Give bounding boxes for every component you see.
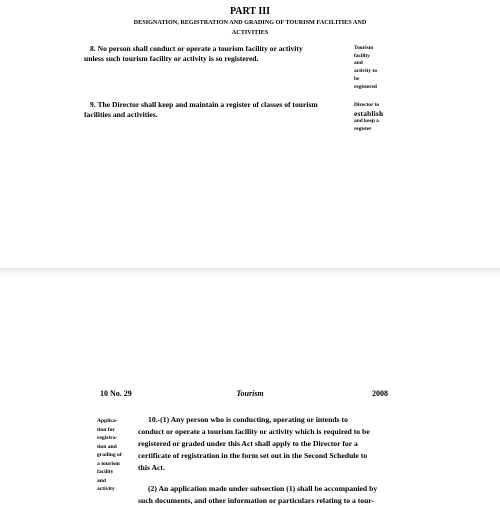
act-title-header: Tourism [236,389,264,398]
margin-note-section-8 [354,45,377,91]
margin-note-line: and [354,60,363,67]
margin-note-line: and [97,477,107,484]
section-10-line: 10.-(1) Any person who is conducting, operating or intends to [148,415,348,424]
section-10-line: registered or graded under this Act shall apply to the Director for a [138,439,358,448]
part-heading-line: DESIGNATION, REGISTRATION AND GRADING OF TOURISM FACILITIES AND [133,19,367,26]
margin-note-line: registra- [97,435,118,441]
subsection-2-text [138,483,398,507]
margin-note-line: facility [354,52,370,59]
section-10-line: this Act. [138,463,165,472]
margin-note-line: Applica- [97,418,118,424]
subsection-2-line: (2) An application made under subsection (1) shall be accompanied by [148,484,378,493]
section-9-text [84,100,352,120]
section-9-line: 9. The Director shall keep and maintain a register of classes of tourism [90,100,318,109]
section-10-text [138,414,398,474]
page-separator [0,268,500,278]
section-8-line: unless such tourism facility or activity is so registered. [84,54,259,63]
margin-note-section-9 [354,102,383,134]
part-title: PART III [229,6,271,17]
margin-note-line: activity [97,486,115,492]
margin-note-line: establish [354,108,384,118]
section-8-text [84,44,352,64]
margin-note-line: a tourism [97,460,120,467]
subsection-2-line: such documents, and other information or particulars relating to a tour- [138,496,375,505]
margin-note-line: registered [354,83,377,90]
margin-note-line: grading of [97,452,122,458]
section-10-line: certificate of registration in the form set out in the Second Schedule to [138,451,368,460]
year-header: 2008 [372,389,388,398]
margin-note-line: facility [97,469,114,475]
margin-note-line: tion for [97,426,115,433]
page-number-header: 10 No. 29 [100,389,132,398]
part-heading-line: ACTIVITIES [231,29,269,36]
margin-note-line: and keep a [354,118,379,125]
margin-note-line: register [354,125,372,132]
section-10-line: conduct or operate a tourism facility or activity which is required to be [138,427,370,436]
part-heading [80,18,420,38]
section-9-line: facilities and activities. [84,110,158,119]
margin-note-line: be [354,75,360,82]
margin-note-line: activity to [354,68,377,75]
margin-note-section-10 [97,417,122,494]
margin-note-line: tion and [97,443,117,450]
section-8-line: 8. No person shall conduct or operate a tourism facility or activity [90,44,303,53]
margin-note-line: Director to [354,102,380,108]
margin-note-line: Tourism [354,45,374,51]
